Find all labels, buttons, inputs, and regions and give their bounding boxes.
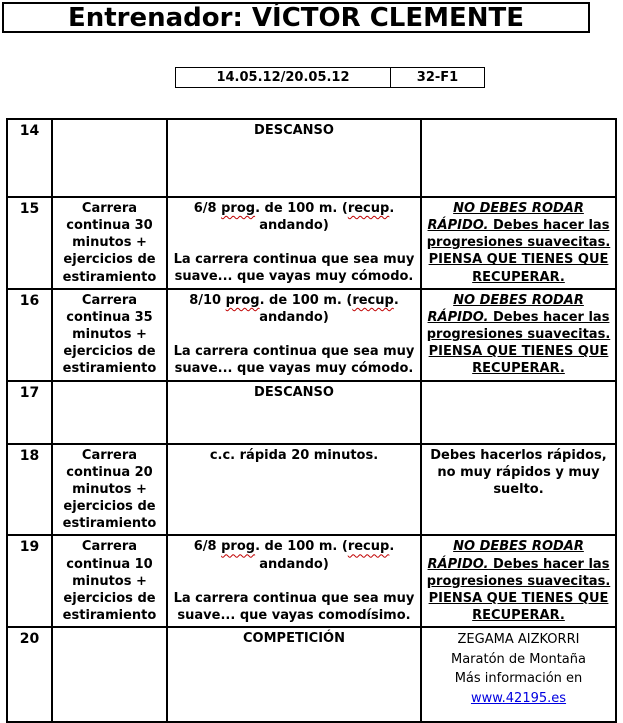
day-number-cell: 17 <box>7 381 52 444</box>
activity-cell <box>52 119 167 197</box>
activity-cell <box>52 627 167 722</box>
table-row <box>7 381 616 444</box>
misspelled-word: recup <box>352 292 394 308</box>
workout-cell: DESCANSO <box>167 381 421 444</box>
workout-main <box>171 538 417 572</box>
week-code: 32-F1 <box>416 70 459 85</box>
text-run: Debes hacer las progresiones suavecitas. PIENSA QUE TIENES QUE RECUPERAR. <box>426 309 611 377</box>
table-row <box>7 627 616 722</box>
text-run: . de 100 m. ( <box>255 539 348 555</box>
notes-cell <box>421 119 616 197</box>
text-run: NO DEBES RODAR RÁPIDO. <box>427 292 584 325</box>
text-run: ZEGAMA AIZKORRI <box>457 632 580 648</box>
workout-cell <box>167 444 421 536</box>
week-range-cell <box>176 68 391 87</box>
week-range: 14.05.12/20.05.12 <box>216 70 350 85</box>
title-box <box>2 2 590 33</box>
misspelled-word: prog <box>221 201 256 216</box>
workout-main <box>171 292 417 326</box>
workout-cell: COMPETICIÓN <box>167 627 421 722</box>
table-row <box>7 119 616 197</box>
day-number-cell: 15 <box>7 197 52 289</box>
day-number-cell: 14 <box>7 119 52 197</box>
notes-cell <box>421 289 616 381</box>
text-run: Debes hacer las progresiones suavecitas. PIENSA QUE TIENES QUE RECUPERAR. <box>426 218 611 285</box>
notes-cell <box>421 627 616 722</box>
day-number-cell: 19 <box>7 535 52 627</box>
misspelled-word: recup <box>347 539 390 555</box>
notes-cell <box>421 535 616 627</box>
workout-cell <box>167 289 421 381</box>
text-run: 8/10 <box>189 292 226 308</box>
text-run: . andando) <box>259 539 395 572</box>
workout-main <box>171 200 417 234</box>
notes-cell <box>421 444 616 536</box>
text-run: . de 100 m. ( <box>255 201 348 216</box>
day-number-cell: 18 <box>7 444 52 536</box>
workout-comment: La carrera continua que sea muy suave... que vayas comodísimo. <box>173 590 415 623</box>
text-run: NO DEBES RODAR RÁPIDO. <box>427 201 584 234</box>
training-plan-table <box>6 118 617 723</box>
table-row <box>7 444 616 536</box>
notes-cell <box>421 381 616 444</box>
table-row <box>7 197 616 289</box>
activity-cell: Carrera continua 10 minutos + ejercicios de estiramiento <box>52 535 167 627</box>
workout-cell: DESCANSO <box>167 119 421 197</box>
activity-cell <box>52 381 167 444</box>
notes-cell <box>421 197 616 289</box>
misspelled-word: prog <box>225 292 260 308</box>
workout-cell <box>167 535 421 627</box>
activity-cell: Carrera continua 30 minutos + ejercicios de estiramiento <box>52 197 167 289</box>
day-number-cell: 16 <box>7 289 52 381</box>
text-run: Maratón de Montaña <box>451 651 586 667</box>
table-row <box>7 289 616 381</box>
text-run: 6/8 <box>193 201 222 216</box>
text-run: Más información en <box>454 671 583 687</box>
text-run: . andando) <box>259 201 395 234</box>
workout-cell <box>167 197 421 289</box>
page-title: Entrenador: VÍCTOR CLEMENTE <box>67 2 525 33</box>
misspelled-word: recup <box>347 201 390 216</box>
text-run: Debes hacerlos rápidos, no muy rápidos y muy suelto. <box>430 447 607 497</box>
workout-comment: La carrera continua que sea muy suave... que vayas muy cómodo. <box>173 344 415 377</box>
text-run: NO DEBES RODAR RÁPIDO. <box>427 539 584 572</box>
workout-main <box>171 447 417 464</box>
misspelled-word: prog <box>221 539 256 555</box>
week-code-cell <box>391 68 484 87</box>
workout-comment: La carrera continua que sea muy suave... que vayas muy cómodo. <box>173 252 415 285</box>
text-run: 6/8 <box>193 539 222 555</box>
text-run: . de 100 m. ( <box>259 292 353 308</box>
meta-table <box>175 67 485 88</box>
activity-cell: Carrera continua 20 minutos + ejercicios de estiramiento <box>52 444 167 536</box>
table-row <box>7 535 616 627</box>
website-link[interactable]: www.42195.es <box>470 690 567 706</box>
text-run: c.c. rápida 20 minutos. <box>209 447 379 463</box>
activity-cell: Carrera continua 35 minutos + ejercicios de estiramiento <box>52 289 167 381</box>
day-number-cell: 20 <box>7 627 52 722</box>
text-run: Debes hacer las progresiones suavecitas. PIENSA QUE TIENES QUE RECUPERAR. <box>426 556 611 623</box>
text-run: . andando) <box>259 292 399 325</box>
